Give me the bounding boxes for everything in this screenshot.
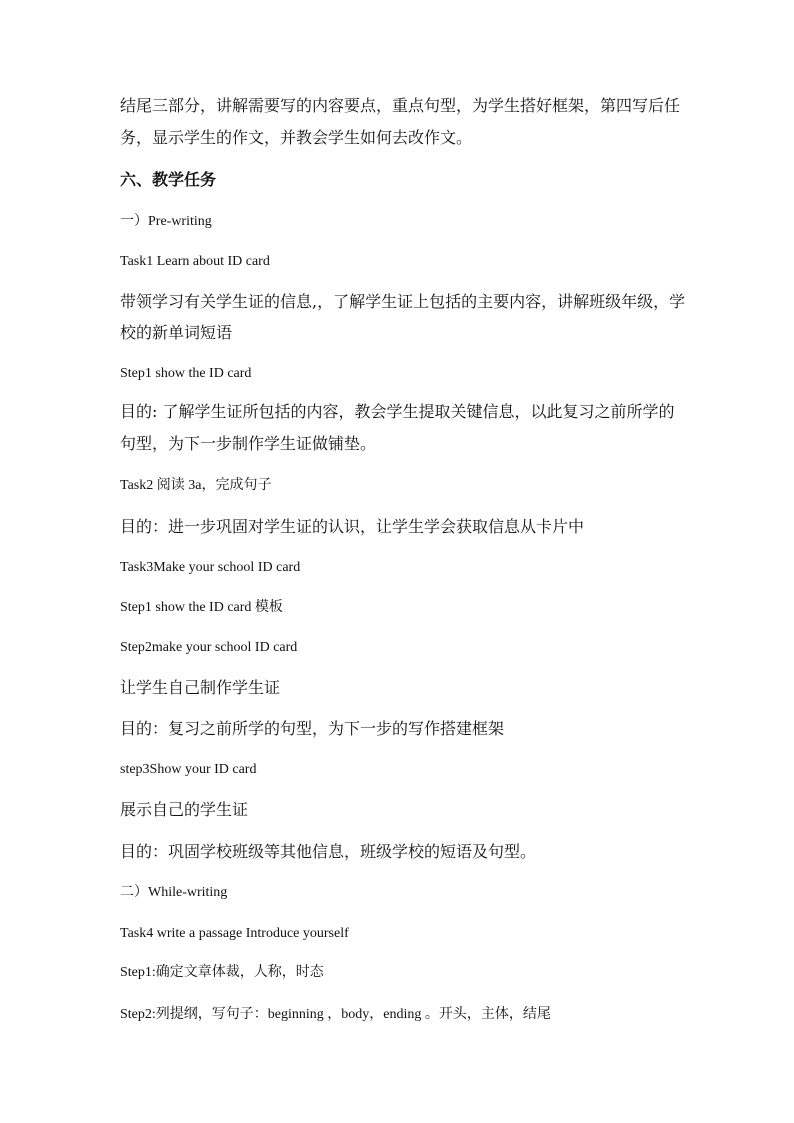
step-title: Step2:列提纲，写句子：beginning ，body，ending 。开头，主体，结尾: [120, 1007, 551, 1022]
task-title: Task3Make your school ID card: [120, 560, 301, 575]
task-title: Task2 阅读 3a，完成句子: [120, 478, 272, 493]
paragraph-line: 目的：巩固学校班级等其他信息，班级学校的短语及句型。: [120, 842, 537, 861]
paragraph-line: 展示自己的学生证: [120, 800, 249, 819]
paragraph-line: 句型，为下一步制作学生证做铺垫。: [120, 434, 377, 453]
step-title: Step1 show the ID card 模板: [120, 600, 283, 615]
paragraph-line: 结尾三部分，讲解需要写的内容要点，重点句型，为学生搭好框架，第四写后任: [120, 96, 681, 115]
paragraph-line: 带领学习有关学生证的信息,，了解学生证上包括的主要内容，讲解班级年级，学: [120, 292, 686, 311]
paragraph-line: 目的: 了解学生证所包括的内容，教会学生提取关键信息，以此复习之前所学的: [120, 402, 675, 421]
subsection-heading: 一）Pre-writing: [120, 214, 212, 229]
step-title: Step1:确定文章体裁，人称，时态: [120, 965, 324, 980]
section-heading: 六、教学任务: [120, 170, 217, 189]
paragraph-line: 校的新单词短语: [120, 323, 233, 342]
task-title: Task4 write a passage Introduce yourself: [120, 926, 349, 941]
step-title: Step2make your school ID card: [120, 640, 298, 655]
paragraph-line: 目的：复习之前所学的句型，为下一步的写作搭建框架: [120, 719, 505, 738]
paragraph-line: 务，显示学生的作文，并教会学生如何去改作文。: [120, 128, 473, 147]
step-title: Step1 show the ID card: [120, 366, 252, 381]
paragraph-line: 目的：进一步巩固对学生证的认识，让学生学会获取信息从卡片中: [120, 517, 585, 536]
task-title: Task1 Learn about ID card: [120, 254, 270, 269]
paragraph-line: 让学生自己制作学生证: [120, 678, 281, 697]
subsection-heading: 二）While-writing: [120, 885, 228, 900]
step-title: step3Show your ID card: [120, 762, 257, 777]
